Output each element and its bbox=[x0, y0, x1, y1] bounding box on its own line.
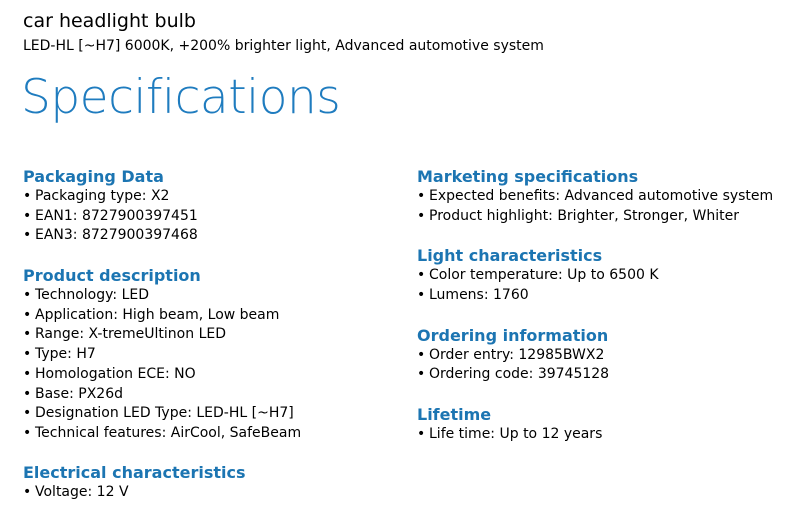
section-title: Product description bbox=[23, 266, 201, 286]
spec-text: Base: PX26d bbox=[35, 385, 123, 402]
section-title: Marketing specifications bbox=[417, 167, 639, 186]
spec-item bbox=[23, 306, 403, 326]
spec-item bbox=[417, 286, 797, 306]
spec-item bbox=[417, 266, 797, 286]
spec-text: Ordering code: 39745128 bbox=[429, 366, 610, 383]
spec-text: Lumens: 1760 bbox=[429, 287, 529, 304]
spec-item bbox=[417, 346, 797, 366]
section-light-characteristics bbox=[417, 246, 797, 305]
bullet: • bbox=[23, 207, 32, 224]
bullet: • bbox=[417, 366, 426, 383]
spec-text: Application: High beam, Low beam bbox=[35, 306, 280, 323]
bullet: • bbox=[23, 405, 32, 422]
spec-item bbox=[23, 483, 403, 503]
spec-list bbox=[417, 187, 797, 226]
spec-list bbox=[417, 425, 797, 445]
spec-list bbox=[417, 346, 797, 385]
section-product-description bbox=[23, 266, 403, 444]
spec-item bbox=[23, 345, 403, 365]
spec-text: Life time: Up to 12 years bbox=[429, 426, 603, 443]
right-column bbox=[417, 167, 797, 445]
bullet: • bbox=[23, 188, 32, 204]
section-title: Packaging Data bbox=[23, 167, 164, 186]
bullet: • bbox=[417, 267, 426, 284]
spec-text: Homologation ECE: NO bbox=[35, 365, 196, 382]
spec-item bbox=[23, 286, 403, 306]
spec-list bbox=[23, 187, 403, 246]
product-subtitle: LED-HL [~H7] 6000K, +200% brighter light, Advanced automotive system bbox=[23, 38, 544, 54]
spec-item bbox=[23, 424, 403, 444]
spec-item bbox=[417, 207, 797, 227]
bullet: • bbox=[23, 385, 32, 402]
page-heading: Specifications bbox=[21, 70, 341, 125]
bullet: • bbox=[417, 188, 426, 204]
section-ordering-information bbox=[417, 326, 797, 385]
spec-item bbox=[23, 325, 403, 345]
bullet: • bbox=[23, 483, 32, 500]
section-packaging-data bbox=[23, 167, 403, 246]
spec-item bbox=[23, 207, 403, 227]
section-marketing-specifications bbox=[417, 167, 797, 226]
bullet: • bbox=[23, 365, 32, 382]
section-title: Ordering information bbox=[417, 325, 609, 345]
section-title: Light characteristics bbox=[417, 246, 603, 266]
spec-item bbox=[417, 365, 797, 385]
section-title: Lifetime bbox=[417, 405, 492, 425]
bullet: • bbox=[417, 287, 426, 304]
bullet: • bbox=[23, 326, 32, 343]
bullet: • bbox=[23, 424, 32, 441]
spec-text: Technical features: AirCool, SafeBeam bbox=[35, 424, 302, 441]
bullet: • bbox=[23, 306, 32, 323]
bullet: • bbox=[417, 207, 426, 224]
spec-list bbox=[23, 286, 403, 444]
spec-item bbox=[23, 404, 403, 424]
spec-item bbox=[23, 365, 403, 385]
spec-item bbox=[417, 187, 797, 207]
spec-text: Order entry: 12985BWX2 bbox=[429, 346, 605, 363]
spec-text: Type: H7 bbox=[35, 346, 96, 363]
bullet: • bbox=[23, 287, 32, 304]
section-lifetime bbox=[417, 405, 797, 445]
section-title: Electrical characteristics bbox=[23, 462, 246, 482]
left-column bbox=[23, 167, 403, 502]
spec-text: Designation LED Type: LED-HL [~H7] bbox=[35, 405, 294, 422]
spec-text: Color temperature: Up to 6500 K bbox=[429, 267, 659, 284]
bullet: • bbox=[23, 227, 32, 244]
spec-list bbox=[23, 483, 403, 503]
spec-text: Packaging type: X2 bbox=[35, 188, 170, 204]
spec-text: Range: X-tremeUltinon LED bbox=[35, 326, 226, 343]
bullet: • bbox=[417, 346, 426, 363]
spec-text: EAN1: 8727900397451 bbox=[35, 207, 198, 224]
spec-item bbox=[23, 187, 403, 207]
spec-text: Expected benefits: Advanced automotive system bbox=[429, 188, 774, 204]
spec-item bbox=[23, 226, 403, 246]
spec-text: Voltage: 12 V bbox=[35, 483, 129, 500]
spec-text: Product highlight: Brighter, Stronger, Whiter bbox=[429, 207, 739, 224]
spec-item bbox=[23, 385, 403, 405]
product-title: car headlight bulb bbox=[23, 10, 196, 32]
bullet: • bbox=[417, 426, 426, 443]
spec-text: EAN3: 8727900397468 bbox=[35, 227, 198, 244]
spec-list bbox=[417, 266, 797, 305]
spec-item bbox=[417, 425, 797, 445]
section-electrical-characteristics bbox=[23, 463, 403, 503]
spec-text: Technology: LED bbox=[35, 287, 149, 304]
bullet: • bbox=[23, 346, 32, 363]
